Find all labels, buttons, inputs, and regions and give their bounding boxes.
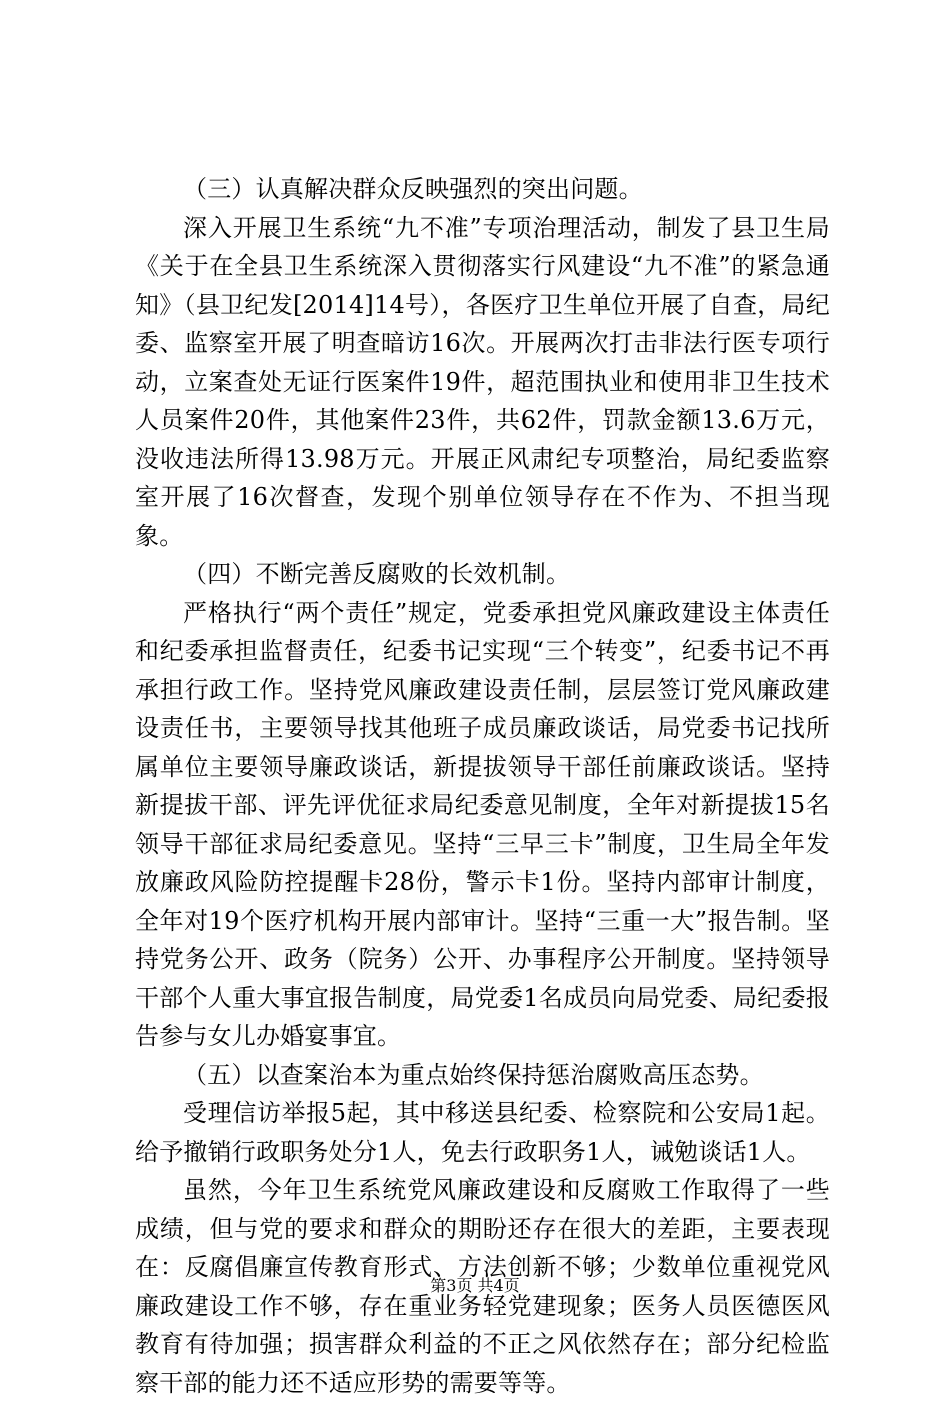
body-paragraph-nine-prohibitions: 深入开展卫生系统“九不准”专项治理活动，制发了县卫生局《关于在全县卫生系统深入贯彻落实行风建设“九不准”的紧急通知》（县卫纪发[2014]14号），各医疗卫生单位开展了自查，局纪委、监察室开展了明查暗访16次。开展两次打击非法行医专项行动，立案查处无证行医案件19件，超范围执业和使用非卫生技术人员案件20件，其他案件23件，共62件，罚款金额13.6万元，没收违法所得13.98万元。开展正风肃纪专项整治，局纪委监察室开展了16次督查，发现个别单位领导存在不作为、不担当现象。 (135, 213, 830, 550)
section-heading-four: （四）不断完善反腐败的长效机制。 (183, 560, 571, 588)
body-paragraph-shortcomings: 虽然，今年卫生系统党风廉政建设和反腐败工作取得了一些成绩，但与党的要求和群众的期盼还存在很大的差距，主要表现在：反腐倡廉宣传教育形式、方法创新不够；少数单位重视党风廉政建设工作不够，存在重业务轻党建现象；医务人员医德医风教育有待加强；损害群众利益的不正之风依然存在；部分纪检监察干部的能力还不适应形势的需要等等。 (135, 1176, 830, 1397)
page-number-footer: 第3页 共4页 (430, 1276, 520, 1295)
section-heading-five: （五）以查案治本为重点始终保持惩治腐败高压态势。 (183, 1060, 764, 1089)
section-heading-three: （三）认真解决群众反映强烈的突出问题。 (183, 175, 643, 203)
document-body (135, 170, 830, 1402)
body-paragraph-petitions: 受理信访举报5起，其中移送县纪委、检察院和公安局1起。给予撤销行政职务处分1人，免去行政职务1人，诫勉谈话1人。 (135, 1099, 830, 1166)
body-paragraph-two-responsibilities: 严格执行“两个责任”规定，党委承担党风廉政建设主体责任和纪委承担监督责任，纪委书记实现“三个转变”，纪委书记不再承担行政工作。坚持党风廉政建设责任制，层层签订党风廉政建设责任书，主要领导找其他班子成员廉政谈话，局党委书记找所属单位主要领导廉政谈话，新提拔领导干部任前廉政谈话。坚持新提拔干部、评先评优征求局纪委意见制度，全年对新提拔15名领导干部征求局纪委意见。坚持“三早三卡”制度，卫生局全年发放廉政风险防控提醒卡28份，警示卡1份。坚持内部审计制度，全年对19个医疗机构开展内部审计。坚持“三重一大”报告制。坚持党务公开、政务（院务）公开、办事程序公开制度。坚持领导干部个人重大事宜报告制度，局党委1名成员向局党委、局纪委报告参与女儿办婚宴事宜。 (135, 598, 830, 1050)
